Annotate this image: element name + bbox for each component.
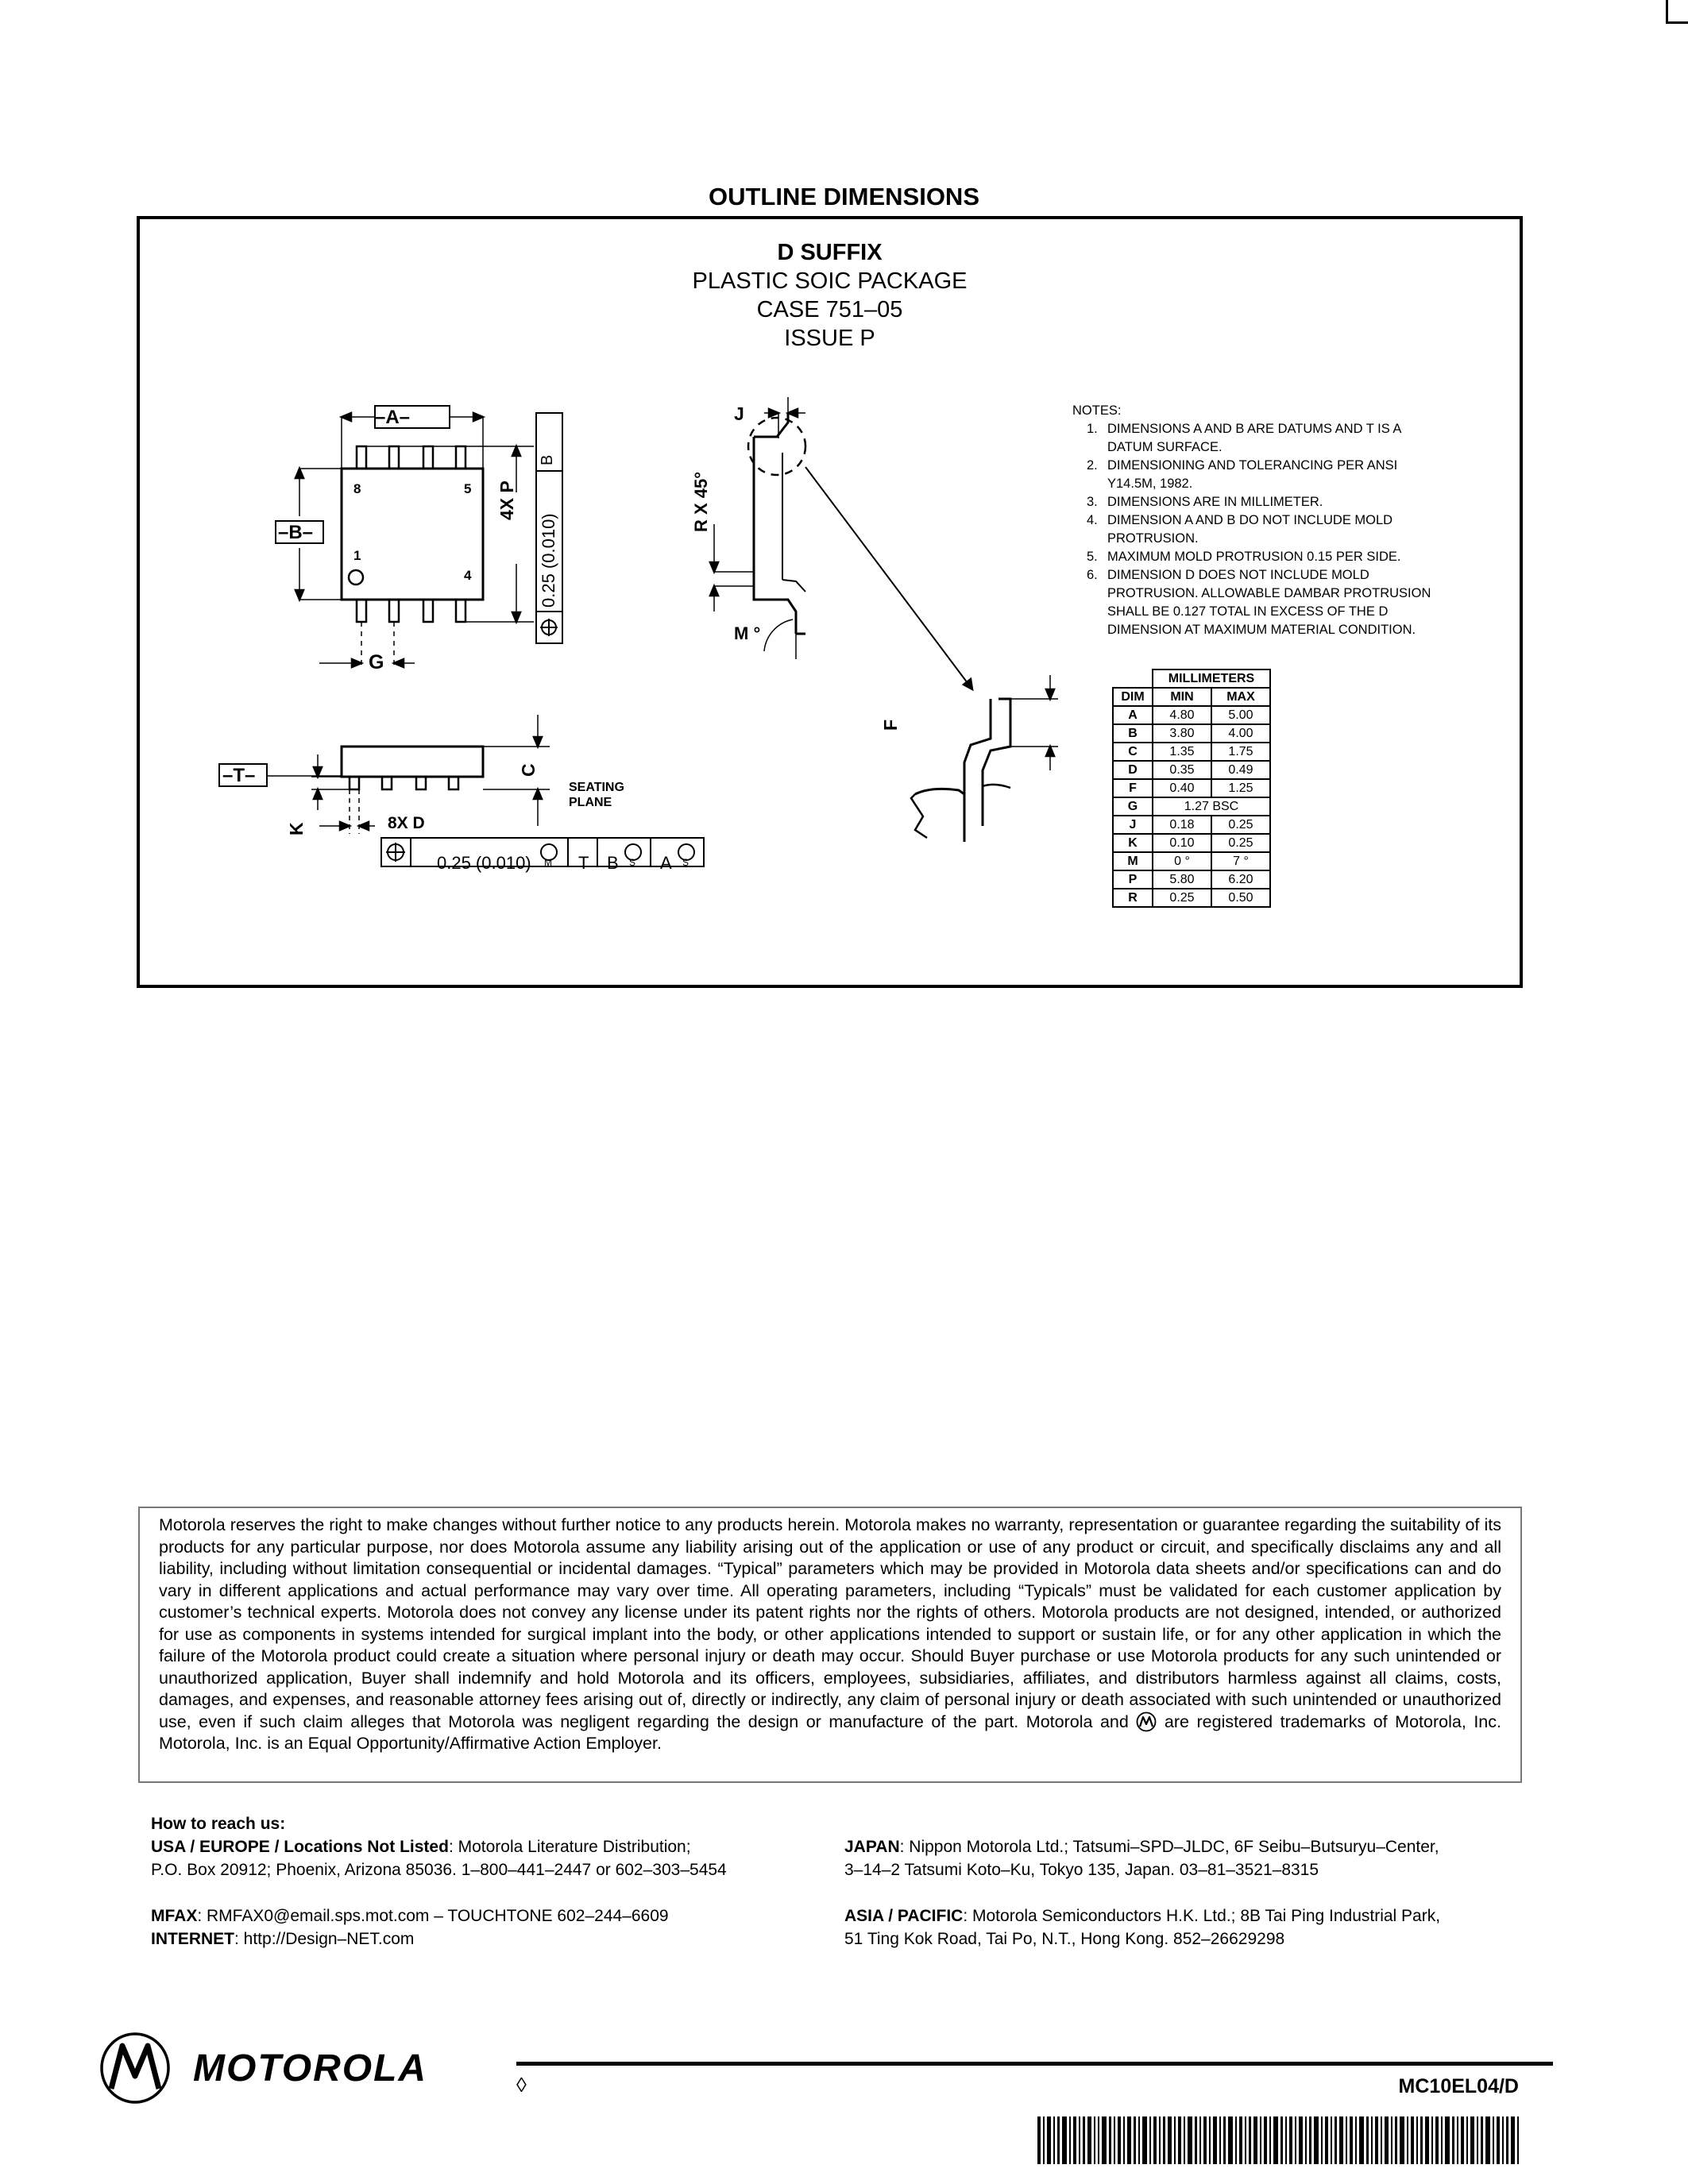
label-pin5: 5 bbox=[464, 481, 472, 496]
table-row: C 1.35 1.75 bbox=[1113, 743, 1270, 761]
label-tol-d-bs: S bbox=[629, 857, 636, 868]
note-item: 2. DIMENSIONING AND TOLERANCING PER ANSI Y14.5M, 1982. bbox=[1087, 458, 1398, 491]
label-tol-d-as: S bbox=[682, 857, 689, 868]
note-item: 5. MAXIMUM MOLD PROTRUSION 0.15 PER SIDE. bbox=[1087, 550, 1401, 564]
note-item: 3. DIMENSIONS ARE IN MILLIMETER. bbox=[1087, 495, 1323, 509]
label-c: C bbox=[518, 763, 539, 777]
label-m: M ° bbox=[734, 623, 761, 643]
label-tol-d-m: M bbox=[544, 857, 552, 868]
package-case: CASE 751–05 bbox=[756, 297, 903, 322]
contact-mfax: MFAX: RMFAX0@email.sps.mot.com – TOUCHTONE 602–244–6609 bbox=[151, 1907, 669, 1925]
notes-heading: NOTES: bbox=[1072, 403, 1122, 418]
table-group-header: MILLIMETERS bbox=[1153, 669, 1270, 688]
table-corner bbox=[1113, 669, 1153, 688]
barcode-icon bbox=[1037, 2116, 1522, 2164]
contact-japan: JAPAN: Nippon Motorola Ltd.; Tatsumi–SPD–JLDC, 6F Seibu–Butsuryu–Center, bbox=[844, 1838, 1439, 1856]
label-tol-d-b: B bbox=[607, 853, 619, 873]
disclaimer-box bbox=[138, 1507, 1522, 1783]
note-item: 4. DIMENSION A AND B DO NOT INCLUDE MOLD PROTRUSION. bbox=[1087, 513, 1393, 546]
label-datum-a: –A– bbox=[375, 407, 411, 428]
section-title: OUTLINE DIMENSIONS bbox=[708, 183, 979, 210]
label-pin1: 1 bbox=[353, 548, 361, 563]
contact-usa-address: P.O. Box 20912; Phoenix, Arizona 85036. 1–800–441–2447 or 602–303–5454 bbox=[151, 1861, 727, 1879]
table-header: DIM bbox=[1113, 688, 1153, 706]
contact-asia: ASIA / PACIFIC: Motorola Semiconductors H.K. Ltd.; 8B Tai Ping Industrial Park, bbox=[844, 1907, 1441, 1925]
table-row: G 1.27 BSC bbox=[1113, 797, 1270, 816]
pin1-marker bbox=[349, 570, 363, 585]
label-tol-d: 0.25 (0.010) bbox=[437, 853, 531, 873]
top-pins bbox=[357, 446, 465, 622]
contact-japan-address: 3–14–2 Tatsumi Koto–Ku, Tokyo 135, Japan. 03–81–3521–8315 bbox=[844, 1861, 1319, 1879]
table-header: MIN bbox=[1153, 688, 1211, 706]
document-id: MC10EL04/D bbox=[1398, 2075, 1519, 2097]
motorola-logo-icon bbox=[98, 2032, 172, 2105]
label-datum-t: –T– bbox=[222, 765, 256, 786]
dimension-table-wrap bbox=[1112, 669, 1271, 908]
table-row: D 0.35 0.49 bbox=[1113, 761, 1270, 779]
contact-internet: INTERNET: http://Design–NET.com bbox=[151, 1930, 415, 1948]
motorola-wordmark: MOTOROLA bbox=[193, 2047, 428, 2089]
table-row: R 0.25 0.50 bbox=[1113, 889, 1270, 907]
label-tol-p-b: B bbox=[539, 454, 556, 465]
label-pin4: 4 bbox=[464, 568, 472, 583]
label-d: 8X D bbox=[388, 814, 425, 832]
table-row: B 3.80 4.00 bbox=[1113, 724, 1270, 743]
label-k: K bbox=[286, 822, 307, 835]
label-seating-plane: SEATING PLANE bbox=[569, 781, 624, 809]
label-datum-b: –B– bbox=[278, 522, 314, 543]
package-type: PLASTIC SOIC PACKAGE bbox=[692, 268, 968, 294]
label-p: 4X P bbox=[496, 480, 517, 520]
label-tol-d-a: A bbox=[660, 853, 672, 873]
footer-rule bbox=[516, 2062, 1553, 2066]
package-issue: ISSUE P bbox=[784, 326, 875, 351]
contact-usa: USA / EUROPE / Locations Not Listed: Motorola Literature Distribution; bbox=[151, 1838, 691, 1856]
note-item: 1. DIMENSIONS A AND B ARE DATUMS AND T IS A DATUM SURFACE. bbox=[1087, 422, 1401, 454]
disclaimer-text-end: are registered trademarks of Motorola, Inc. Motorola, Inc. is an Equal Opportunity/Affirmative Action Employer. bbox=[159, 1711, 1501, 1753]
contact-right bbox=[844, 1835, 1528, 1951]
label-tol-p: 0.25 (0.010) bbox=[539, 513, 558, 608]
label-f: F bbox=[880, 719, 901, 731]
table-row: P 5.80 6.20 bbox=[1113, 870, 1270, 889]
disclaimer-text: Motorola reserves the right to make changes without further notice to any products herein. Motorola makes no warranty, representation or guarantee regarding the suitability of its products for any particular purpose, nor does Motorola assume any liability arising out of the application or use of any product or circuit, and specifically disclaims any and all liability, including without limitation consequential or incidental damages. “Typical” parameters which may be provided in Motorola data sheets and/or specifications can and do vary in different applications and actual performance may vary over time. All operating parameters, including “Typicals” must be validated for each customer application by customer’s technical experts. Motorola does not convey any license under its patent rights nor the rights of others. Motorola products are not designed, intended, or authorized for use as components in systems intended for surgical implant into the body, or other applications intended to support or sustain life, or for any other application in which the failure of the Motorola product could create a situation where personal injury or death may occur. Should Buyer purchase or use Motorola products for any such unintended or unauthorized application, Buyer shall indemnify and hold Motorola and its officers, employees, subsidiaries, affiliates, and distributors harmless against all claims, costs, damages, and expenses, and reasonable attorney fees arising out of, directly or indirectly, any claim of personal injury or death associated with such unintended or unauthorized use, even if such claim alleges that Motorola was negligent regarding the design or manufacture of the part. Motorola and bbox=[159, 1515, 1501, 1731]
table-row: M 0 ° 7 ° bbox=[1113, 852, 1270, 870]
table-row: A 4.80 5.00 bbox=[1113, 706, 1270, 724]
table-header: MAX bbox=[1211, 688, 1270, 706]
label-tol-d-t: T bbox=[578, 853, 589, 873]
label-r: R X 45° bbox=[691, 471, 711, 532]
contact-left bbox=[151, 1812, 826, 1951]
table-row: F 0.40 1.25 bbox=[1113, 779, 1270, 797]
notes-block bbox=[1072, 402, 1446, 639]
note-item: 6. DIMENSION D DOES NOT INCLUDE MOLD PROTRUSION. ALLOWABLE DAMBAR PROTRUSION SHALL BE 0.127 TOTAL IN EXCESS OF THE D DIMENSION AT MAXIMUM MATERIAL CONDITION. bbox=[1087, 568, 1431, 637]
table-row: J 0.18 0.25 bbox=[1113, 816, 1270, 834]
contact-heading: How to reach us: bbox=[151, 1815, 286, 1833]
package-suffix: D SUFFIX bbox=[777, 240, 883, 265]
page-corner-mark bbox=[1666, 0, 1688, 24]
dimension-table bbox=[1112, 669, 1271, 908]
contact-asia-address: 51 Ting Kok Road, Tai Po, N.T., Hong Kong. 852–26629298 bbox=[844, 1930, 1285, 1948]
side-view-body bbox=[342, 747, 483, 777]
tol-frame-d bbox=[381, 838, 704, 866]
motorola-batwing-icon bbox=[1136, 1711, 1157, 1732]
footer-diamond: ◊ bbox=[516, 2073, 527, 2097]
label-j: J bbox=[734, 403, 744, 424]
label-pin8: 8 bbox=[353, 481, 361, 496]
table-row: K 0.10 0.25 bbox=[1113, 834, 1270, 852]
label-g: G bbox=[369, 651, 384, 673]
